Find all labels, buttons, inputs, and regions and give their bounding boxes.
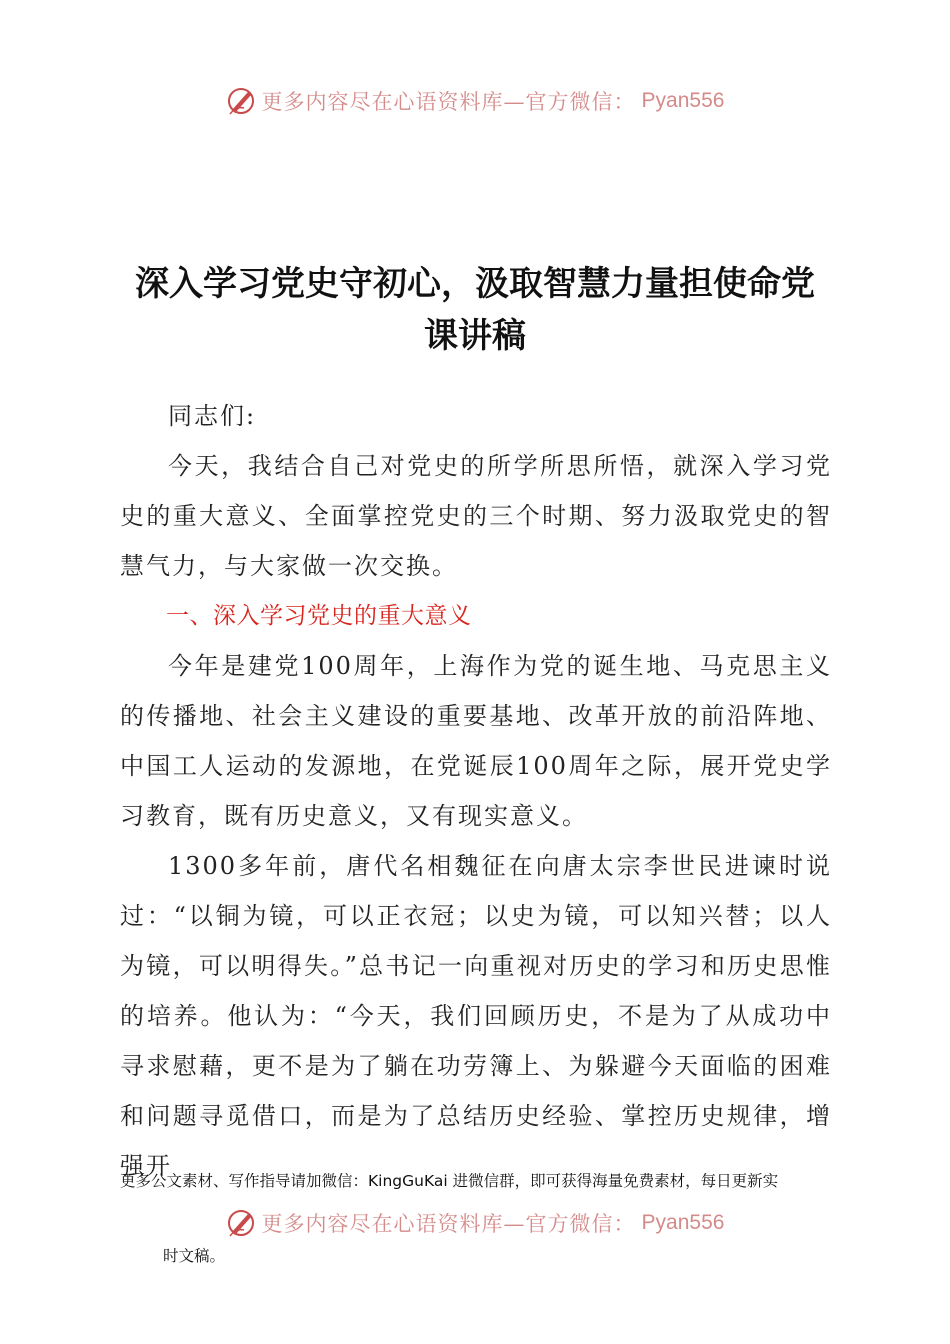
document-body	[120, 391, 832, 1191]
document-title	[110, 258, 840, 362]
pen-logo-icon	[226, 86, 256, 116]
watermark-top	[0, 86, 950, 116]
footer-note: 更多公文素材、写作指导请加微信：KingGuKai 进微信群，即可获得海量免费素材，每日更新实	[120, 1172, 779, 1190]
footer-note-end: 时文稿。	[163, 1247, 226, 1265]
title-line-2: 课讲稿	[424, 316, 526, 356]
watermark-account: Pyan556	[641, 1211, 725, 1234]
greeting: 同志们:	[168, 402, 257, 430]
pen-logo-icon	[226, 1208, 256, 1238]
section-heading-1: 一、深入学习党史的重大意义	[166, 603, 472, 629]
watermark-account: Pyan556	[641, 89, 725, 112]
title-line-1: 深入学习党史守初心，汲取智慧力量担使命党	[135, 264, 815, 304]
watermark-text: 更多内容尽在心语资料库—官方微信：	[261, 90, 636, 114]
paragraph-1: 今年是建党100周年，上海作为党的诞生地、马克思主义的传播地、社会主义建设的重要基地、改革开放的前沿阵地、中国工人运动的发源地，在党诞辰100周年之际，展开党史学习教育，既有历史意义，又有现实意义。	[120, 652, 832, 830]
paragraph-2: 1300多年前，唐代名相魏征在向唐太宗李世民进谏时说过：“以铜为镜，可以正衣冠；以史为镜，可以知兴替；以人为镜，可以明得失。”总书记一向重视对历史的学习和历史思惟的培养。他认为：“今天，我们回顾历史，不是为了从成功中寻求慰藉，更不是为了躺在功劳簿上、为躲避今天面临的困难和问题寻觅借口，而是为了总结历史经验、掌控历史规律，增强开	[120, 852, 832, 1180]
intro-paragraph: 今天，我结合自己对党史的所学所思所悟，就深入学习党史的重大意义、全面掌控党史的三个时期、努力汲取党史的智慧气力，与大家做一次交换。	[120, 452, 832, 580]
watermark-bottom	[0, 1208, 950, 1238]
watermark-text: 更多内容尽在心语资料库—官方微信：	[261, 1212, 636, 1236]
